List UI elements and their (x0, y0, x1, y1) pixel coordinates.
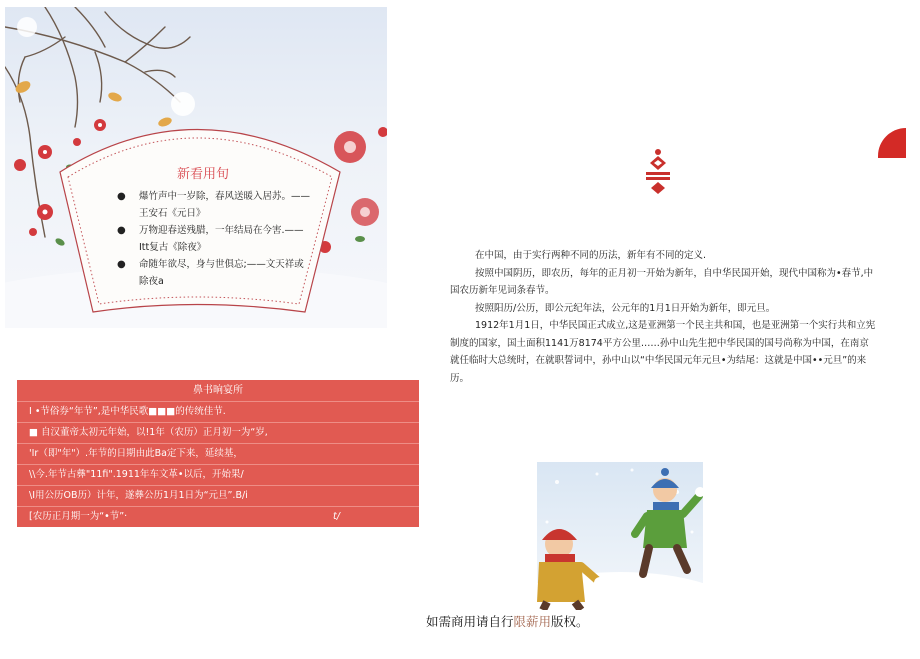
spring-festival-table (17, 380, 419, 527)
article-paragraph: 按照阳历/公历，即公元纪年法，公元年的1月1日开始为新年，即元旦。 (475, 302, 776, 314)
table-row (17, 486, 419, 507)
table-row (17, 444, 419, 465)
bullet-icon: ● (117, 191, 126, 202)
table-row (17, 402, 419, 423)
table-header: 鼻书晌宴所 (17, 380, 419, 402)
table-row (17, 465, 419, 486)
row-text: \\今.年节古彝"11fi".1911年车文革•以后，开始果/ (29, 469, 244, 480)
poem-item (113, 222, 313, 256)
red-corner-decoration (878, 128, 906, 158)
row-text: I •节俗券“年节”,是中华民歌■■■的传统佳节. (29, 406, 226, 417)
article-paragraph: 在中国，由于实行两种不同的历法，新年有不同的定义. (475, 250, 707, 261)
poem-text: 命随年欲尽，身与世俱忘;——文天祥或除夜a (139, 259, 304, 287)
chinese-knot-icon (640, 148, 676, 196)
row-text: \I用公历OB历）计年，遂彝公历1月1日为“元旦”.B/i (29, 490, 248, 501)
poem-fan-panel (113, 163, 313, 290)
poem-item (113, 256, 313, 290)
row-text: 'Ir（即"年"）.年节的日期由此Ba定下来，延续基， (29, 448, 243, 459)
poem-item (113, 188, 313, 222)
footer-highlight: 限薪用 (513, 614, 552, 629)
article-paragraph: 1912年1月1日，中华民国正式成立,这是亚洲第一个民主共和国，也是亚洲第一个实行共和立宪制度的国家，国土面积1141万8174平方公里……孙中山先生把中华民国的国号尚称为中国，在南京就任临时大总统时，在就职誓词中，孙中山以“中华民国元年元旦•为结尾：这就是中国••元旦”的来历。 (450, 320, 876, 384)
footer-text-end: 版权。 (551, 614, 589, 629)
copyright-notice (426, 612, 589, 630)
table-row (17, 423, 419, 444)
poem-text: 万物迎春送残腊，一年结局在今害.——Itt复古《除夜》 (139, 225, 304, 253)
article-body (450, 247, 878, 387)
new-year-poem-card (5, 7, 387, 328)
row-tail-text: t/ (333, 511, 340, 522)
article-paragraph: 按照中国阴历，即农历，每年的正月初一开始为新年，自中华民国开始，现代中国称为•春节,中国农历新年见词条春节。 (450, 267, 874, 296)
row-text: ■ 自汉董帝太初元年始，以!1年（农历）正月初一为“岁, (29, 427, 268, 438)
card-title: 新看用旬 (176, 167, 229, 182)
bullet-icon: ● (117, 259, 126, 270)
row-text: [农历正月期一为“•节”· (29, 511, 128, 522)
footer-text: 如需商用请自行 (426, 614, 514, 629)
bullet-icon: ● (117, 225, 126, 236)
poem-text: 爆竹声中一岁除，春风送暖入居苏。——王安石《元日》 (139, 191, 311, 219)
table-row (17, 507, 419, 527)
children-snow-illustration (537, 462, 703, 610)
